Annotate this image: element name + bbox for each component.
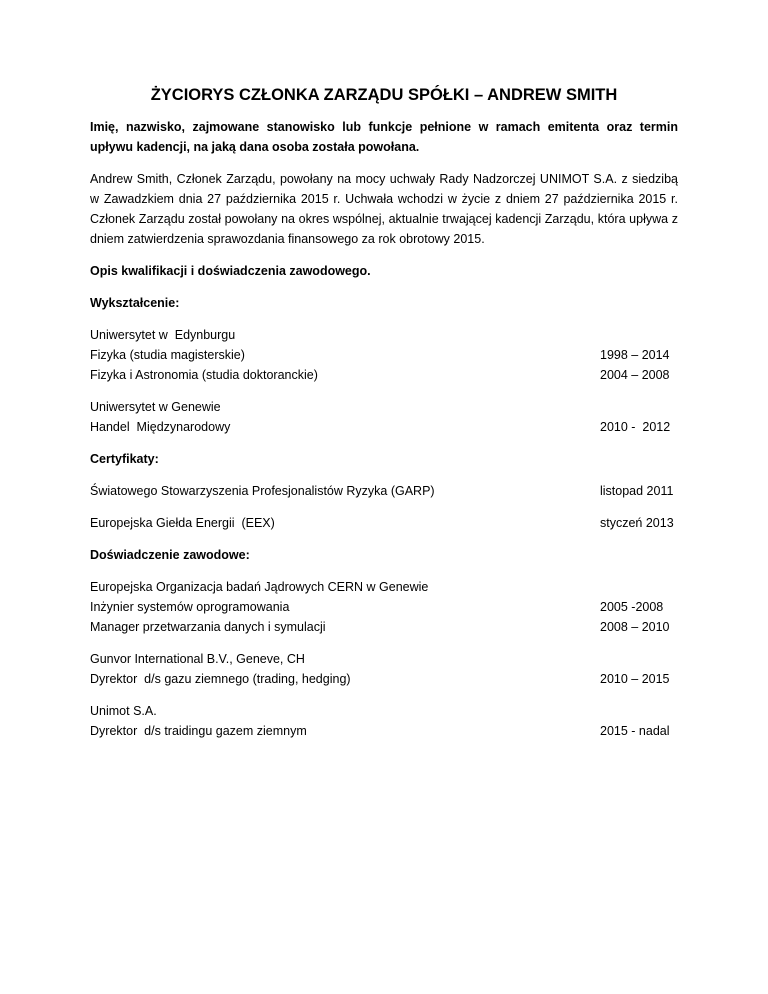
entry-text: Światowego Stowarzyszenia Profesjonalistów Ryzyka (GARP) — [90, 484, 435, 498]
experience-entry — [90, 649, 678, 689]
entry-date: 2010 – 2015 — [600, 672, 670, 686]
entry-date — [600, 397, 678, 417]
entry-text: Unimot S.A. — [90, 704, 157, 718]
entry-text: Dyrektor d/s gazu ziemnego (trading, hedging) — [90, 672, 351, 686]
entry-text: Handel Międzynarodowy — [90, 420, 231, 434]
entry-date: 2005 -2008 — [600, 600, 664, 614]
intro-paragraph: Andrew Smith, Członek Zarządu, powołany na mocy uchwały Rady Nadzorczej UNIMOT S.A. z siedzibą w Zawadzkiem dnia 27 października 2015 r. Uchwała wchodzi w życie z dniem 27 października 2015 r. Członek Zarządu został powołany na okres wspólnej, aktualnie trwającej kadencji Zarządu, która upływa z dniem zatwierdzenia sprawozdania finansowego za rok obrotowy 2015. — [90, 172, 678, 246]
entry-text: Manager przetwarzania danych i symulacji — [90, 620, 326, 634]
entry-date: styczeń 2013 — [600, 516, 674, 530]
certificates-list — [90, 481, 678, 533]
entry-date: 2008 – 2010 — [600, 620, 670, 634]
intro-heading: Imię, nazwisko, zajmowane stanowisko lub funkcje pełnione w ramach emitenta oraz termin upływu kadencji, na jaką dana osoba została powołana. — [90, 120, 678, 154]
entry-line — [90, 325, 678, 345]
document-page — [90, 84, 678, 753]
entry-line — [90, 397, 678, 417]
entry-text: Fizyka (studia magisterskie) — [90, 348, 245, 362]
entry-line — [90, 617, 678, 637]
entry-date — [600, 649, 678, 669]
entry-date: 1998 – 2014 — [600, 348, 670, 362]
entry-text: Fizyka i Astronomia (studia doktoranckie) — [90, 368, 318, 382]
page-title: ŻYCIORYS CZŁONKA ZARZĄDU SPÓŁKI – ANDREW SMITH — [150, 86, 618, 104]
entry-line — [90, 345, 678, 365]
entry-line — [90, 513, 678, 533]
education-entry — [90, 397, 678, 437]
certificate-entry — [90, 513, 678, 533]
entry-text: Europejska Giełda Energii (EEX) — [90, 516, 275, 530]
entry-line — [90, 701, 678, 721]
experience-list — [90, 577, 678, 741]
experience-entry — [90, 701, 678, 741]
entry-line — [90, 577, 678, 597]
experience-heading: Doświadczenie zawodowe: — [90, 548, 250, 562]
entry-date — [600, 701, 678, 721]
entry-line — [90, 597, 678, 617]
entry-line — [90, 649, 678, 669]
entry-date: 2010 - 2012 — [600, 420, 671, 434]
entry-text: Dyrektor d/s traidingu gazem ziemnym — [90, 724, 307, 738]
entry-text: Inżynier systemów oprogramowania — [90, 600, 290, 614]
entry-line — [90, 417, 678, 437]
qualifications-heading: Opis kwalifikacji i doświadczenia zawodowego. — [90, 264, 371, 278]
entry-text: Uniwersytet w Genewie — [90, 400, 221, 414]
entry-date — [600, 577, 678, 597]
education-entry — [90, 325, 678, 385]
entry-line — [90, 669, 678, 689]
certificate-entry — [90, 481, 678, 501]
entry-date — [600, 325, 678, 345]
education-heading: Wykształcenie: — [90, 296, 180, 310]
entry-line — [90, 721, 678, 741]
entry-text: Europejska Organizacja badań Jądrowych CERN w Genewie — [90, 580, 429, 594]
education-list — [90, 325, 678, 437]
entry-date: 2004 – 2008 — [600, 368, 670, 382]
entry-date: 2015 - nadal — [600, 724, 670, 738]
entry-line — [90, 481, 678, 501]
entry-date: listopad 2011 — [600, 484, 674, 498]
certificates-heading: Certyfikaty: — [90, 452, 159, 466]
entry-line — [90, 365, 678, 385]
entry-text: Gunvor International B.V., Geneve, CH — [90, 652, 305, 666]
experience-entry — [90, 577, 678, 637]
entry-text: Uniwersytet w Edynburgu — [90, 328, 236, 342]
